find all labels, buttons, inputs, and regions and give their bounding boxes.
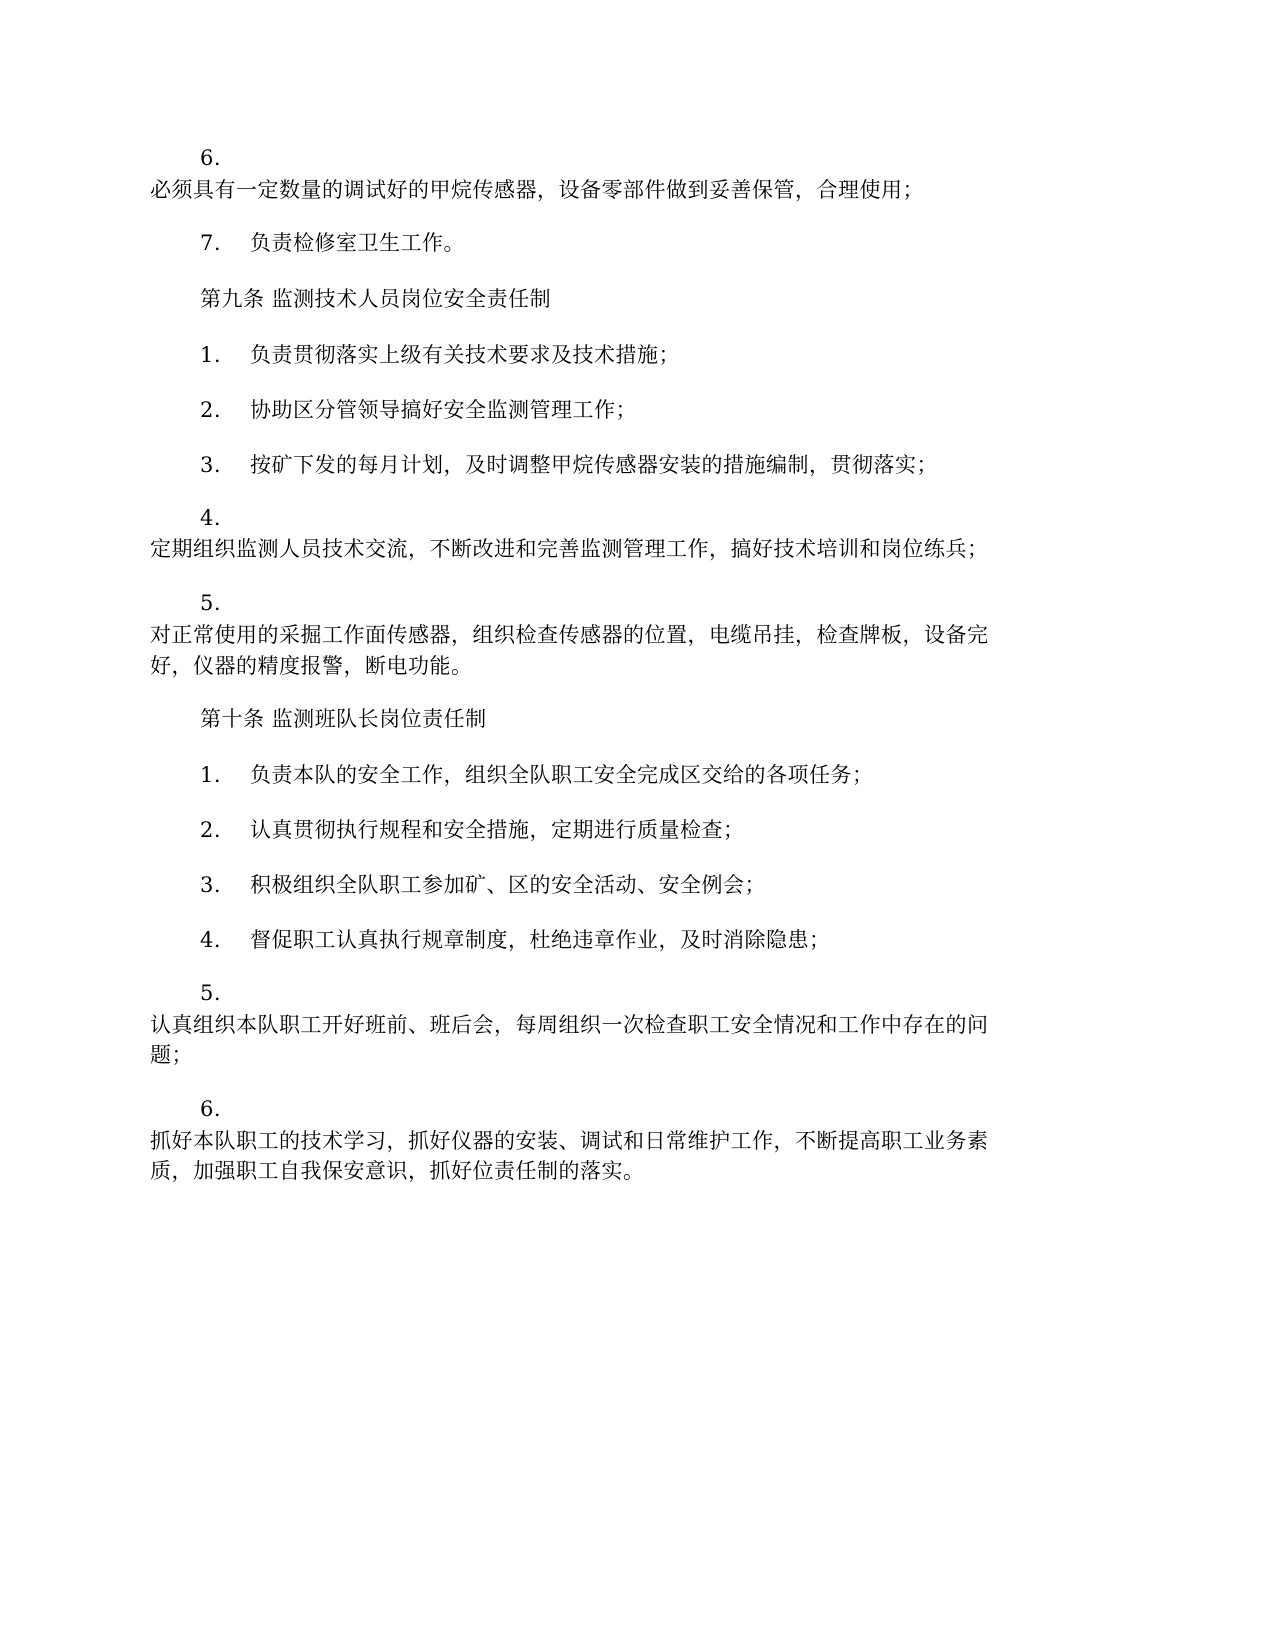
item-text: 必须具有一定数量的调试好的甲烷传感器，设备零部件做到妥善保管，合理使用； xyxy=(150,178,924,202)
item-text: 质，加强职工自我保安意识，抓好位责任制的落实。 xyxy=(150,1159,645,1183)
list-item xyxy=(200,450,938,480)
item-number: 6. xyxy=(200,1097,222,1121)
list-item xyxy=(200,815,745,845)
item-number: 3. xyxy=(200,873,222,897)
item-text: 抓好本队职工的技术学习，抓好仪器的安装、调试和日常维护工作，不断提高职工业务素 xyxy=(150,1129,989,1153)
list-item xyxy=(200,760,874,790)
list-item xyxy=(200,925,831,955)
list-item xyxy=(200,870,766,900)
item-number: 1. xyxy=(200,343,222,367)
item-number: 2. xyxy=(200,398,222,422)
item-text: 对正常使用的采掘工作面传感器，组织检查传感器的位置，电缆吊挂，检查牌板，设备完 xyxy=(150,623,989,647)
item-number: 4. xyxy=(200,506,222,530)
item-number: 5. xyxy=(200,981,222,1005)
item-number: 6. xyxy=(200,146,222,170)
item-text: 协助区分管领导搞好安全监测管理工作； xyxy=(250,398,637,422)
item-number: 3. xyxy=(200,453,222,477)
list-item xyxy=(200,340,680,370)
item-text: 定期组织监测人员技术交流，不断改进和完善监测管理工作，搞好技术培训和岗位练兵； xyxy=(150,537,989,561)
item-text: 督促职工认真执行规章制度，杜绝违章作业，及时消除隐患； xyxy=(250,928,831,952)
item-number: 7. xyxy=(200,231,222,255)
item-number: 5. xyxy=(200,591,222,615)
item-text: 负责贯彻落实上级有关技术要求及技术措施； xyxy=(250,343,680,367)
list-item xyxy=(200,395,637,425)
item-text: 负责检修室卫生工作。 xyxy=(250,231,465,255)
list-item xyxy=(200,228,465,258)
item-text: 认真组织本队职工开好班前、班后会，每周组织一次检查职工安全情况和工作中存在的问 xyxy=(150,1013,989,1037)
item-text: 负责本队的安全工作，组织全队职工安全完成区交给的各项任务； xyxy=(250,763,874,787)
item-number: 4. xyxy=(200,928,222,952)
item-number: 1. xyxy=(200,763,222,787)
item-text: 题； xyxy=(150,1043,193,1067)
item-text: 好，仪器的精度报警，断电功能。 xyxy=(150,654,473,678)
item-text: 积极组织全队职工参加矿、区的安全活动、安全例会； xyxy=(250,873,766,897)
item-text: 按矿下发的每月计划，及时调整甲烷传感器安装的措施编制，贯彻落实； xyxy=(250,453,938,477)
item-number: 2. xyxy=(200,818,222,842)
item-text: 认真贯彻执行规程和安全措施，定期进行质量检查； xyxy=(250,818,745,842)
section-heading: 第九条 监测技术人员岗位安全责任制 xyxy=(200,287,552,311)
section-heading: 第十条 监测班队长岗位责任制 xyxy=(200,707,487,731)
